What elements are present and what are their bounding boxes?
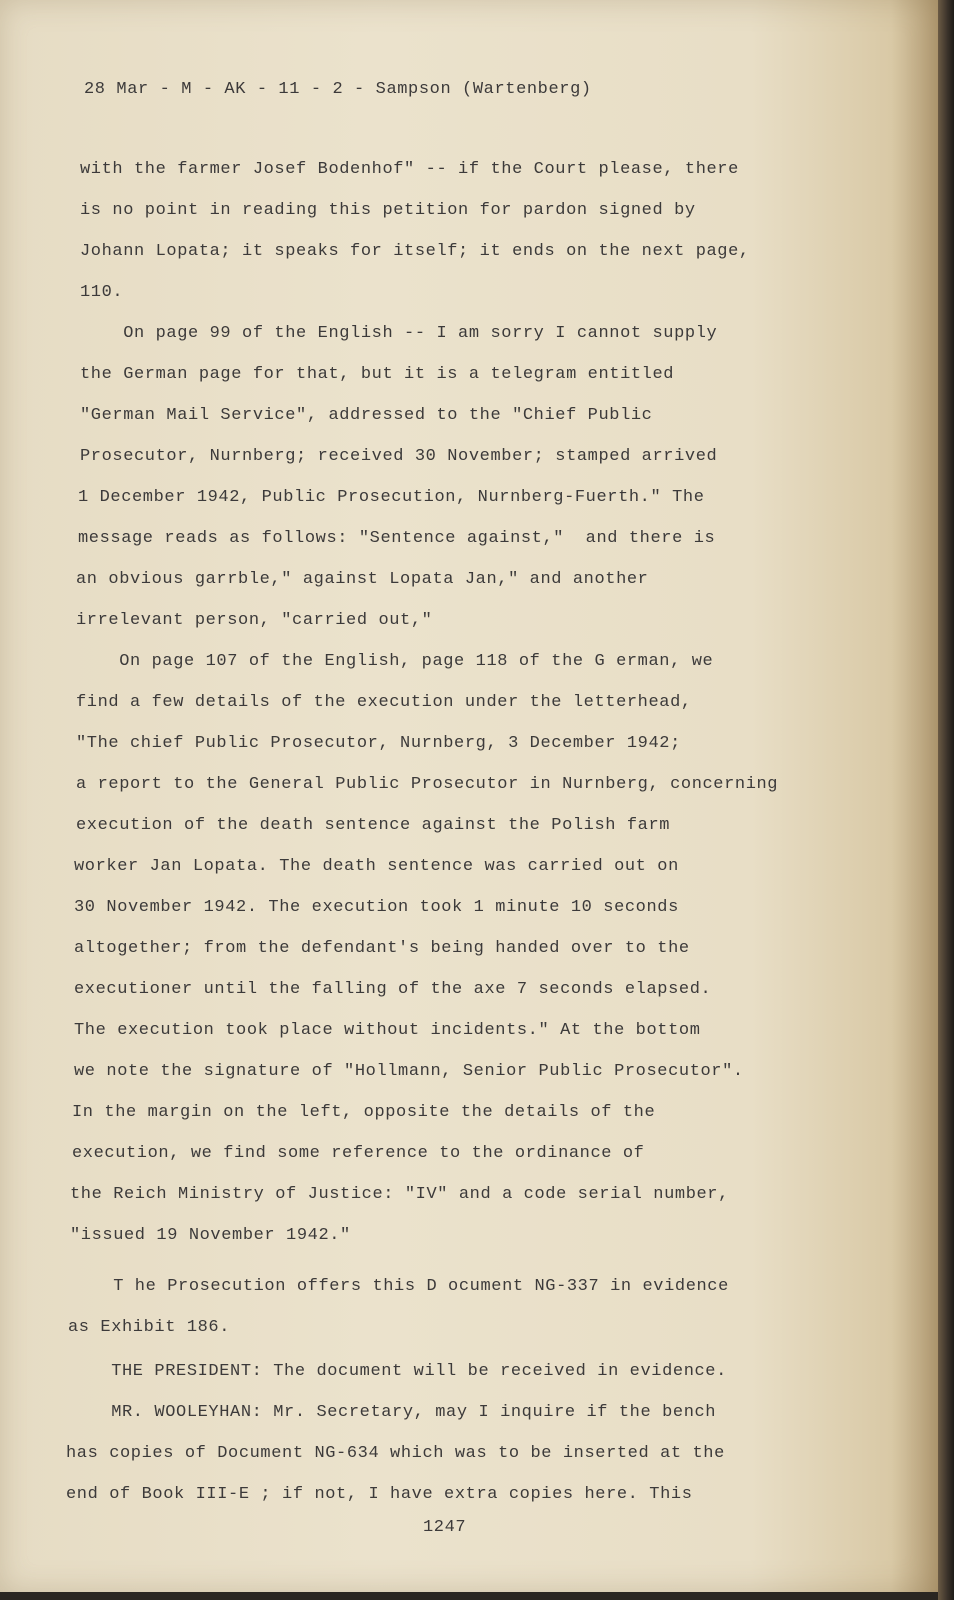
text-line: executioner until the falling of the axe 7 seconds elapsed. bbox=[74, 980, 712, 999]
text-line: an obvious garrble," against Lopata Jan," and another bbox=[76, 570, 649, 589]
text-line: Johann Lopata; it speaks for itself; it ends on the next page, bbox=[80, 242, 750, 261]
text-line: 110. bbox=[80, 283, 124, 302]
text-line: as Exhibit 186. bbox=[68, 1318, 231, 1337]
text-line: worker Jan Lopata. The death sentence was carried out on bbox=[74, 857, 679, 876]
text-line: with the farmer Josef Bodenhof" -- if the Court please, there bbox=[80, 160, 739, 179]
text-line: irrelevant person, "carried out," bbox=[76, 611, 433, 630]
text-line: a report to the General Public Prosecutor in Nurnberg, concerning bbox=[76, 775, 779, 794]
text-line: T he Prosecution offers this D ocument NG-337 in evidence bbox=[70, 1277, 729, 1296]
text-line: Prosecutor, Nurnberg; received 30 November; stamped arrived bbox=[80, 447, 718, 466]
text-line: execution of the death sentence against the Polish farm bbox=[76, 816, 671, 835]
text-line: "German Mail Service", addressed to the "Chief Public bbox=[80, 406, 653, 425]
text-line: MR. WOOLEYHAN: Mr. Secretary, may I inquire if the bench bbox=[68, 1403, 717, 1422]
text-line: the Reich Ministry of Justice: "IV" and a code serial number, bbox=[70, 1185, 729, 1204]
text-line: we note the signature of "Hollmann, Senior Public Prosecutor". bbox=[74, 1062, 744, 1081]
text-line: message reads as follows: "Sentence against," and there is bbox=[78, 529, 716, 548]
text-line: end of Book III-E ; if not, I have extra copies here. This bbox=[66, 1485, 693, 1504]
text-line: "The chief Public Prosecutor, Nurnberg, 3 December 1942; bbox=[76, 734, 681, 753]
text-line: is no point in reading this petition for pardon signed by bbox=[80, 201, 696, 220]
page-number: 1247 bbox=[423, 1518, 467, 1537]
text-line: the German page for that, but it is a telegram entitled bbox=[80, 365, 675, 384]
page-edge-shadow bbox=[938, 0, 954, 1600]
text-line: altogether; from the defendant's being handed over to the bbox=[74, 939, 690, 958]
text-line: has copies of Document NG-634 which was to be inserted at the bbox=[66, 1444, 725, 1463]
text-line: In the margin on the left, opposite the details of the bbox=[72, 1103, 656, 1122]
text-line: 30 November 1942. The execution took 1 minute 10 seconds bbox=[74, 898, 679, 917]
text-line: 1 December 1942, Public Prosecution, Nurnberg-Fuerth." The bbox=[78, 488, 705, 507]
page-header: 28 Mar - M - AK - 11 - 2 - Sampson (Wartenberg) bbox=[84, 80, 592, 99]
text-line: "issued 19 November 1942." bbox=[70, 1226, 351, 1245]
text-line: The execution took place without incidents." At the bottom bbox=[74, 1021, 701, 1040]
text-line: find a few details of the execution under the letterhead, bbox=[76, 693, 692, 712]
text-line: execution, we find some reference to the ordinance of bbox=[72, 1144, 645, 1163]
text-line: On page 99 of the English -- I am sorry I cannot supply bbox=[80, 324, 718, 343]
text-line: THE PRESIDENT: The document will be received in evidence. bbox=[68, 1362, 727, 1381]
text-line: On page 107 of the English, page 118 of the G erman, we bbox=[76, 652, 714, 671]
